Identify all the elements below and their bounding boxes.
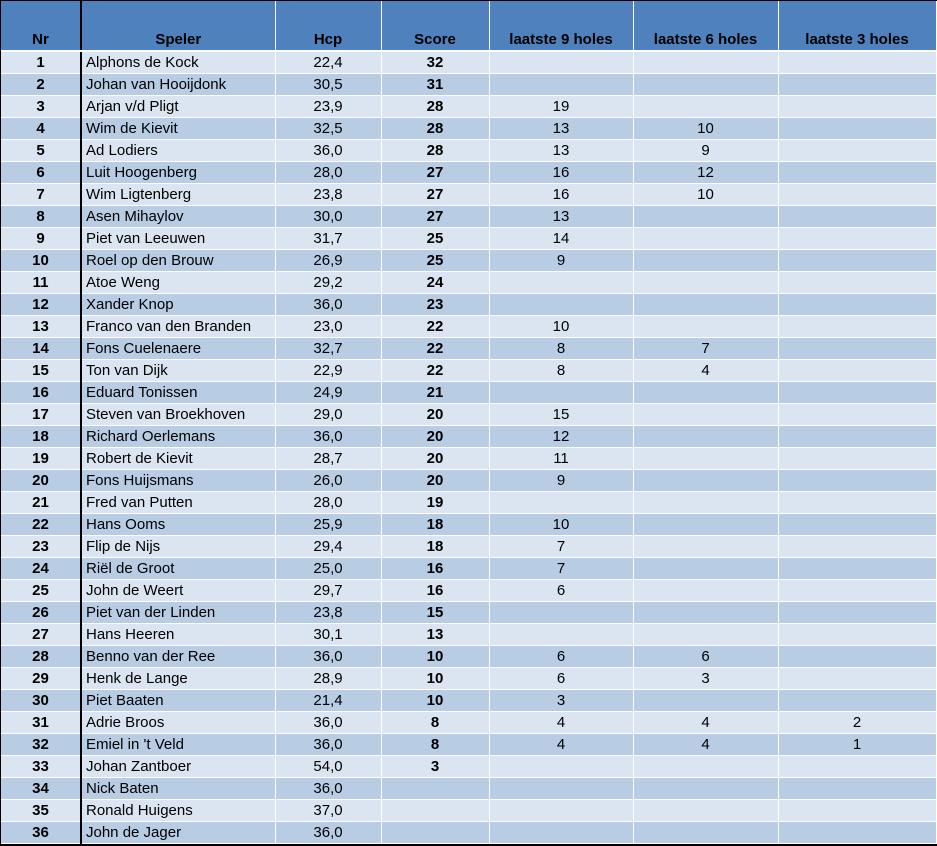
cell-last-9 [489, 382, 633, 404]
cell-last-3 [778, 206, 936, 228]
cell-last-6: 12 [633, 162, 778, 184]
cell-last-6: 3 [633, 668, 778, 690]
cell-last-6: 4 [633, 734, 778, 756]
cell-score: 21 [381, 382, 489, 404]
cell-hcp: 24,9 [275, 382, 381, 404]
cell-score: 25 [381, 228, 489, 250]
table-row [1, 316, 936, 338]
cell-last-3 [778, 316, 936, 338]
cell-nr: 2 [1, 74, 81, 96]
cell-nr: 10 [1, 250, 81, 272]
cell-hcp: 30,1 [275, 624, 381, 646]
cell-speler: Benno van der Ree [81, 646, 275, 668]
cell-last-6 [633, 690, 778, 712]
header-nr: Nr [1, 1, 81, 51]
cell-speler: Fons Huijsmans [81, 470, 275, 492]
cell-hcp: 32,7 [275, 338, 381, 360]
cell-hcp: 23,0 [275, 316, 381, 338]
cell-last-3: 1 [778, 734, 936, 756]
table-row [1, 646, 936, 668]
cell-score: 16 [381, 558, 489, 580]
cell-score: 23 [381, 294, 489, 316]
cell-hcp: 23,8 [275, 602, 381, 624]
table-row [1, 734, 936, 756]
cell-last-3 [778, 580, 936, 602]
table-body [1, 51, 936, 844]
cell-last-9: 15 [489, 404, 633, 426]
table-row [1, 624, 936, 646]
cell-score: 25 [381, 250, 489, 272]
table-row [1, 206, 936, 228]
cell-hcp: 21,4 [275, 690, 381, 712]
cell-hcp: 25,9 [275, 514, 381, 536]
cell-last-3 [778, 778, 936, 800]
cell-hcp: 37,0 [275, 800, 381, 822]
cell-hcp: 30,0 [275, 206, 381, 228]
cell-speler: Riël de Groot [81, 558, 275, 580]
cell-hcp: 25,0 [275, 558, 381, 580]
cell-last-3 [778, 690, 936, 712]
cell-score: 16 [381, 580, 489, 602]
cell-speler: John de Jager [81, 822, 275, 844]
cell-last-3 [778, 624, 936, 646]
cell-speler: Robert de Kievit [81, 448, 275, 470]
cell-last-9: 8 [489, 338, 633, 360]
cell-last-6 [633, 74, 778, 96]
table-row [1, 140, 936, 162]
cell-nr: 25 [1, 580, 81, 602]
cell-score: 8 [381, 734, 489, 756]
cell-last-3 [778, 536, 936, 558]
cell-score: 22 [381, 360, 489, 382]
cell-score: 24 [381, 272, 489, 294]
cell-hcp: 26,9 [275, 250, 381, 272]
cell-hcp: 36,0 [275, 822, 381, 844]
cell-last-3 [778, 470, 936, 492]
cell-last-3 [778, 74, 936, 96]
cell-nr: 20 [1, 470, 81, 492]
table-row [1, 96, 936, 118]
cell-speler: Eduard Tonissen [81, 382, 275, 404]
cell-nr: 19 [1, 448, 81, 470]
cell-score: 22 [381, 316, 489, 338]
cell-last-9: 12 [489, 426, 633, 448]
cell-last-6 [633, 426, 778, 448]
cell-hcp: 29,4 [275, 536, 381, 558]
cell-nr: 28 [1, 646, 81, 668]
cell-last-6 [633, 206, 778, 228]
cell-score [381, 822, 489, 844]
table-row [1, 184, 936, 206]
cell-last-6 [633, 228, 778, 250]
cell-last-9 [489, 272, 633, 294]
table-header [1, 1, 936, 51]
cell-score: 15 [381, 602, 489, 624]
table-row [1, 404, 936, 426]
cell-nr: 12 [1, 294, 81, 316]
table-row [1, 470, 936, 492]
cell-last-9 [489, 51, 633, 74]
cell-score [381, 778, 489, 800]
cell-speler: Johan Zantboer [81, 756, 275, 778]
cell-last-9: 19 [489, 96, 633, 118]
cell-nr: 3 [1, 96, 81, 118]
cell-speler: Piet van der Linden [81, 602, 275, 624]
cell-last-9 [489, 778, 633, 800]
cell-score: 27 [381, 206, 489, 228]
cell-last-6 [633, 96, 778, 118]
cell-last-3 [778, 822, 936, 844]
cell-last-9 [489, 756, 633, 778]
cell-last-3 [778, 514, 936, 536]
cell-last-9 [489, 294, 633, 316]
cell-speler: Henk de Lange [81, 668, 275, 690]
cell-speler: Flip de Nijs [81, 536, 275, 558]
cell-last-6 [633, 778, 778, 800]
table-row [1, 250, 936, 272]
cell-last-6 [633, 558, 778, 580]
cell-last-3 [778, 382, 936, 404]
cell-speler: Johan van Hooijdonk [81, 74, 275, 96]
cell-last-9: 16 [489, 162, 633, 184]
cell-score: 20 [381, 470, 489, 492]
cell-last-6 [633, 580, 778, 602]
header-hcp: Hcp [275, 1, 381, 51]
table-row [1, 580, 936, 602]
cell-hcp: 29,0 [275, 404, 381, 426]
cell-score: 10 [381, 690, 489, 712]
cell-speler: Wim de Kievit [81, 118, 275, 140]
header-row [1, 1, 936, 51]
cell-last-6 [633, 624, 778, 646]
cell-speler: Ton van Dijk [81, 360, 275, 382]
cell-speler: Wim Ligtenberg [81, 184, 275, 206]
cell-last-3 [778, 184, 936, 206]
cell-last-6 [633, 756, 778, 778]
cell-last-6: 4 [633, 712, 778, 734]
cell-last-3 [778, 800, 936, 822]
cell-last-9: 4 [489, 712, 633, 734]
header-last-3-holes: laatste 3 holes [778, 1, 936, 51]
cell-hcp: 28,0 [275, 162, 381, 184]
table-row [1, 756, 936, 778]
cell-last-9 [489, 624, 633, 646]
table-row [1, 514, 936, 536]
cell-last-6: 4 [633, 360, 778, 382]
cell-score: 18 [381, 536, 489, 558]
header-last-6-holes: laatste 6 holes [633, 1, 778, 51]
cell-nr: 6 [1, 162, 81, 184]
cell-hcp: 31,7 [275, 228, 381, 250]
cell-speler: Atoe Weng [81, 272, 275, 294]
cell-last-6 [633, 51, 778, 74]
cell-last-3 [778, 140, 936, 162]
cell-last-3 [778, 558, 936, 580]
cell-speler: Ronald Huigens [81, 800, 275, 822]
cell-nr: 24 [1, 558, 81, 580]
table-row [1, 51, 936, 74]
cell-speler: Nick Baten [81, 778, 275, 800]
cell-last-9: 10 [489, 316, 633, 338]
table-row [1, 272, 936, 294]
cell-last-6 [633, 470, 778, 492]
cell-speler: Hans Ooms [81, 514, 275, 536]
table-row [1, 822, 936, 844]
cell-last-9: 13 [489, 140, 633, 162]
table-row [1, 800, 936, 822]
cell-last-9: 9 [489, 250, 633, 272]
cell-nr: 7 [1, 184, 81, 206]
cell-nr: 17 [1, 404, 81, 426]
table-row [1, 338, 936, 360]
cell-last-3 [778, 272, 936, 294]
cell-last-3 [778, 602, 936, 624]
cell-nr: 14 [1, 338, 81, 360]
cell-speler: Hans Heeren [81, 624, 275, 646]
cell-last-9: 3 [489, 690, 633, 712]
cell-hcp: 36,0 [275, 778, 381, 800]
cell-score: 32 [381, 51, 489, 74]
results-table [1, 1, 937, 844]
cell-last-9: 9 [489, 470, 633, 492]
cell-nr: 26 [1, 602, 81, 624]
cell-nr: 36 [1, 822, 81, 844]
cell-last-3 [778, 338, 936, 360]
table-row [1, 602, 936, 624]
cell-last-3: 2 [778, 712, 936, 734]
cell-nr: 32 [1, 734, 81, 756]
cell-speler: Xander Knop [81, 294, 275, 316]
cell-speler: Alphons de Kock [81, 51, 275, 74]
cell-last-6: 6 [633, 646, 778, 668]
cell-speler: Steven van Broekhoven [81, 404, 275, 426]
cell-last-9: 13 [489, 118, 633, 140]
cell-hcp: 28,0 [275, 492, 381, 514]
cell-hcp: 29,7 [275, 580, 381, 602]
cell-nr: 13 [1, 316, 81, 338]
cell-speler: Fons Cuelenaere [81, 338, 275, 360]
cell-score: 20 [381, 426, 489, 448]
table-row [1, 294, 936, 316]
cell-nr: 15 [1, 360, 81, 382]
cell-last-9: 13 [489, 206, 633, 228]
cell-speler: Fred van Putten [81, 492, 275, 514]
cell-last-9 [489, 602, 633, 624]
cell-last-3 [778, 756, 936, 778]
cell-nr: 9 [1, 228, 81, 250]
cell-speler: Emiel in 't Veld [81, 734, 275, 756]
cell-score [381, 800, 489, 822]
cell-last-6 [633, 822, 778, 844]
cell-speler: Arjan v/d Pligt [81, 96, 275, 118]
cell-hcp: 29,2 [275, 272, 381, 294]
cell-score: 20 [381, 448, 489, 470]
header-score: Score [381, 1, 489, 51]
cell-score: 31 [381, 74, 489, 96]
cell-speler: Asen Mihaylov [81, 206, 275, 228]
cell-hcp: 22,4 [275, 51, 381, 74]
cell-hcp: 23,9 [275, 96, 381, 118]
table-row [1, 162, 936, 184]
cell-speler: Richard Oerlemans [81, 426, 275, 448]
cell-last-6 [633, 514, 778, 536]
cell-last-3 [778, 51, 936, 74]
cell-score: 8 [381, 712, 489, 734]
cell-nr: 5 [1, 140, 81, 162]
cell-last-6 [633, 382, 778, 404]
cell-score: 10 [381, 646, 489, 668]
cell-last-3 [778, 228, 936, 250]
header-last-9-holes: laatste 9 holes [489, 1, 633, 51]
cell-score: 27 [381, 184, 489, 206]
cell-nr: 1 [1, 51, 81, 74]
table-row [1, 118, 936, 140]
table-row [1, 778, 936, 800]
cell-nr: 4 [1, 118, 81, 140]
cell-hcp: 36,0 [275, 140, 381, 162]
table-row [1, 448, 936, 470]
cell-hcp: 54,0 [275, 756, 381, 778]
cell-nr: 11 [1, 272, 81, 294]
cell-last-3 [778, 162, 936, 184]
table-row [1, 74, 936, 96]
cell-score: 28 [381, 140, 489, 162]
cell-nr: 30 [1, 690, 81, 712]
cell-last-6: 7 [633, 338, 778, 360]
cell-last-6 [633, 272, 778, 294]
cell-last-9 [489, 74, 633, 96]
cell-last-3 [778, 96, 936, 118]
table-row [1, 668, 936, 690]
cell-last-3 [778, 668, 936, 690]
cell-last-9: 8 [489, 360, 633, 382]
cell-last-9 [489, 822, 633, 844]
cell-hcp: 36,0 [275, 646, 381, 668]
cell-last-9: 10 [489, 514, 633, 536]
cell-score: 10 [381, 668, 489, 690]
cell-hcp: 23,8 [275, 184, 381, 206]
cell-last-9: 7 [489, 536, 633, 558]
cell-last-9: 6 [489, 646, 633, 668]
cell-nr: 8 [1, 206, 81, 228]
table-row [1, 558, 936, 580]
cell-score: 22 [381, 338, 489, 360]
table-row [1, 228, 936, 250]
cell-speler: Adrie Broos [81, 712, 275, 734]
cell-last-3 [778, 360, 936, 382]
cell-last-6 [633, 602, 778, 624]
cell-hcp: 36,0 [275, 712, 381, 734]
cell-last-9 [489, 800, 633, 822]
cell-speler: Roel op den Brouw [81, 250, 275, 272]
cell-last-6 [633, 294, 778, 316]
cell-last-3 [778, 448, 936, 470]
table-row [1, 382, 936, 404]
cell-score: 13 [381, 624, 489, 646]
cell-nr: 22 [1, 514, 81, 536]
cell-last-3 [778, 646, 936, 668]
cell-nr: 21 [1, 492, 81, 514]
cell-last-6: 10 [633, 118, 778, 140]
cell-hcp: 26,0 [275, 470, 381, 492]
cell-last-3 [778, 118, 936, 140]
cell-hcp: 36,0 [275, 734, 381, 756]
cell-score: 19 [381, 492, 489, 514]
table-row [1, 690, 936, 712]
cell-score: 27 [381, 162, 489, 184]
cell-last-6 [633, 448, 778, 470]
cell-last-9: 14 [489, 228, 633, 250]
cell-hcp: 28,7 [275, 448, 381, 470]
table-row [1, 536, 936, 558]
cell-nr: 29 [1, 668, 81, 690]
cell-last-6 [633, 316, 778, 338]
cell-speler: Piet Baaten [81, 690, 275, 712]
cell-last-6: 10 [633, 184, 778, 206]
cell-nr: 31 [1, 712, 81, 734]
cell-last-6 [633, 250, 778, 272]
cell-hcp: 36,0 [275, 294, 381, 316]
cell-speler: Ad Lodiers [81, 140, 275, 162]
cell-last-6 [633, 800, 778, 822]
cell-speler: Luit Hoogenberg [81, 162, 275, 184]
cell-nr: 18 [1, 426, 81, 448]
table-row [1, 426, 936, 448]
cell-score: 28 [381, 96, 489, 118]
cell-nr: 16 [1, 382, 81, 404]
table-row [1, 712, 936, 734]
cell-last-3 [778, 250, 936, 272]
cell-speler: Franco van den Branden [81, 316, 275, 338]
table-row [1, 492, 936, 514]
cell-last-6: 9 [633, 140, 778, 162]
cell-hcp: 30,5 [275, 74, 381, 96]
cell-nr: 33 [1, 756, 81, 778]
cell-last-3 [778, 404, 936, 426]
cell-last-6 [633, 404, 778, 426]
cell-last-6 [633, 492, 778, 514]
cell-last-6 [633, 536, 778, 558]
cell-nr: 35 [1, 800, 81, 822]
cell-score: 20 [381, 404, 489, 426]
cell-last-9: 16 [489, 184, 633, 206]
cell-last-3 [778, 492, 936, 514]
cell-nr: 27 [1, 624, 81, 646]
cell-speler: John de Weert [81, 580, 275, 602]
cell-hcp: 32,5 [275, 118, 381, 140]
cell-hcp: 36,0 [275, 426, 381, 448]
cell-last-3 [778, 426, 936, 448]
cell-score: 3 [381, 756, 489, 778]
header-speler: Speler [81, 1, 275, 51]
cell-last-9: 6 [489, 580, 633, 602]
cell-score: 18 [381, 514, 489, 536]
cell-last-9: 11 [489, 448, 633, 470]
table-row [1, 360, 936, 382]
cell-nr: 34 [1, 778, 81, 800]
cell-nr: 23 [1, 536, 81, 558]
cell-last-3 [778, 294, 936, 316]
cell-hcp: 22,9 [275, 360, 381, 382]
cell-speler: Piet van Leeuwen [81, 228, 275, 250]
cell-hcp: 28,9 [275, 668, 381, 690]
cell-last-9: 4 [489, 734, 633, 756]
cell-last-9: 6 [489, 668, 633, 690]
cell-score: 28 [381, 118, 489, 140]
cell-last-9: 7 [489, 558, 633, 580]
cell-last-9 [489, 492, 633, 514]
